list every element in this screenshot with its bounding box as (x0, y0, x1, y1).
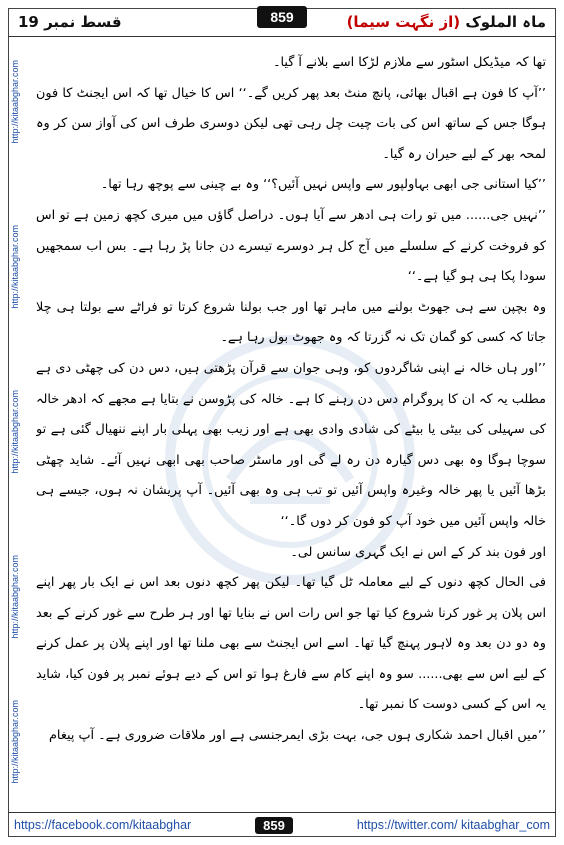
paragraph: تھا کہ میڈیکل اسٹور سے ملازم لڑکا اسے بلانے آ گیا۔ (272, 55, 546, 70)
page-number-badge: 859 (257, 6, 307, 28)
side-watermark-url: http://kitaabghar.com (10, 555, 20, 639)
paragraph: ’’آپ کا فون ہے اقبال بھائی، پانچ منٹ بعد پھر کریں گے۔‘‘ اس کا خیال تھا کہ اس ایجنٹ کا فون ہوگا جس کے ساتھ اس کی بات چیت چل رہی تھی لیکن دوسری طرف اس کی آواز سن کر وہ لمحہ بھر کے لیے حیران رہ گیا۔ (36, 85, 546, 162)
side-watermark-url: http://kitaabghar.com (10, 60, 20, 144)
side-watermark-url: http://kitaabghar.com (10, 390, 20, 474)
paragraph: ’’کیا استانی جی ابھی بہاولپور سے واپس نہیں آئیں؟‘‘ وہ بے چینی سے پوچھ رہا تھا۔ (100, 177, 546, 193)
footer-page-number: 859 (255, 817, 293, 834)
paragraph: وہ بچپن سے ہی جھوٹ بولنے میں ماہر تھا اور جب بولنا شروع کرتا تو فراٹے سے بولتا ہی چلا جاتا کہ کسی کو گمان تک نہ گزرتا کہ وہ جھوٹ بول رہا ہے۔ (36, 299, 546, 346)
facebook-link[interactable]: https://facebook.com/kitaabghar (14, 818, 192, 832)
novel-title: ماہ الملوک (465, 13, 546, 31)
novel-title-line (347, 13, 546, 31)
header-divider (8, 36, 556, 37)
paragraph: ’’اور ہاں خالہ نے اپنی شاگردوں کو، وہی جوان سے قرآن پڑھتی ہیں، دس دن کی چھٹی دی ہے مطلب یہ کہ ان کا پروگرام دس دن رہنے کا ہے۔ خالہ کی پڑوسن نے بتایا ہے مجھے کہ ادھر خالہ کی سہیلی کی بیٹی یا بیٹے کی شادی وادی بھی ہے اور زیب بھی پہلی بار اپنے ننھیال گئی ہے تو سوچا ہوگا وہ بھی دس گیارہ دن رہ لے گی اور ماسٹر صاحب بھی ابھی نہیں آئے۔ شاید چھٹی بڑھا آئیں یا پھر خالہ وغیرہ واپس آئیں تو تب ہی وہ بھی آئیں۔ آپ پریشان نہ ہوں، جیسے ہی خالہ واپس آئیں میں خود آپ کو فون کر دوں گا۔‘‘ (36, 360, 546, 529)
paragraph: فی الحال کچھ دنوں کے لیے معاملہ ٹل گیا تھا۔ لیکن پھر کچھ دنوں بعد اس نے ایک بار پھر اپنے اس پلان پر غور کرنا شروع کیا تھا جو اس رات اس نے بنایا تھا اور ہر طرح سے غور کرنے کے بعد وہ دو دن بعد وہ لاہور پہنچ گیا تھا۔ اسے اس ایجنٹ سے بھی ملنا تھا اور اپنے پلان پر عمل کرنے کے لیے اس سے بھی...... سو وہ اپنے کام سے فارغ ہوا تو اس کے دیے ہوئے نمبر پر فون کیا، شاید یہ اس کے کسی دوست کا نمبر تھا۔ (36, 575, 546, 713)
paragraph: اور فون بند کر کے اس نے ایک گہری سانس لی۔ (290, 544, 546, 560)
side-watermark-url: http://kitaabghar.com (10, 700, 20, 784)
page-footer (8, 814, 556, 836)
article-body (36, 48, 546, 808)
paragraph: ’’نہیں جی...... میں تو رات ہی ادھر سے آیا ہوں۔ دراصل گاؤں میں میری کچھ زمین ہے تو اس کو فروخت کرنے کے سلسلے میں آج کل ہر دوسرے تیسرے دن جانا پڑ رہا ہے۔ بس اب سمجھیں سودا پکا ہی ہو گیا ہے۔‘‘ (36, 207, 546, 285)
footer-divider (8, 812, 556, 813)
twitter-link[interactable]: https://twitter.com/ kitaabghar_com (356, 818, 550, 832)
episode-label: قسط نمبر 19 (18, 13, 122, 31)
paragraph: ’’میں اقبال احمد شکاری ہوں جی، بہت بڑی ایمرجنسی ہے اور ملاقات ضروری ہے۔ آپ پیغام (49, 728, 546, 744)
author-name: (از نگہت سیما) (346, 13, 461, 31)
side-watermark-url: http://kitaabghar.com (10, 225, 20, 309)
